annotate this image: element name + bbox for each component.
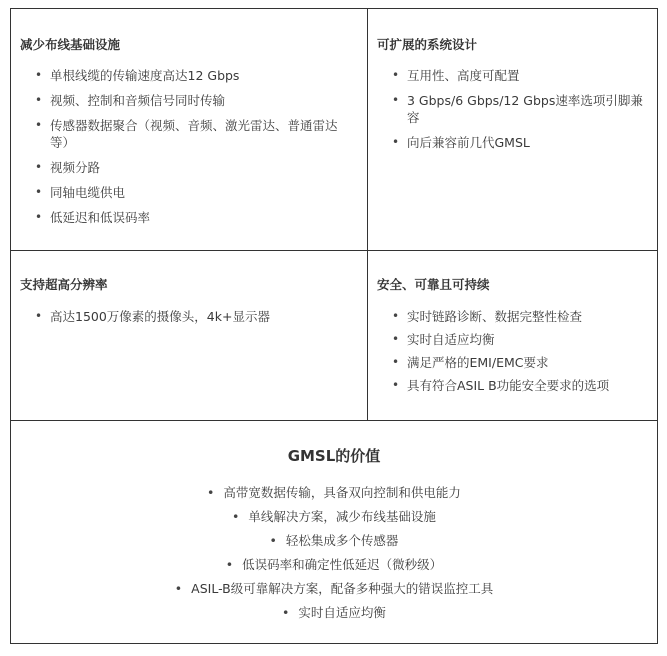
- cell-list: [377, 67, 649, 151]
- list-item: • 实时链路诊断、数据完整性检查: [377, 308, 649, 325]
- value-list: [10, 484, 658, 621]
- bullet-icon: •: [232, 509, 240, 524]
- cell-list: [20, 67, 356, 226]
- list-item: • 具有符合ASIL B功能安全要求的选项: [377, 377, 649, 394]
- bullet-icon: •: [225, 557, 234, 572]
- bullet-icon: •: [174, 581, 183, 596]
- cell-high-resolution: [20, 277, 356, 333]
- list-item: [10, 580, 658, 597]
- list-item-text: 单线解决方案，减少布线基础设施: [248, 509, 436, 524]
- cell-safety: [377, 277, 649, 400]
- list-item-text: 实时自适应均衡: [298, 605, 386, 620]
- list-item: [10, 484, 658, 501]
- list-item-text: ASIL-B级可靠解决方案，配备多种强大的错误监控工具: [191, 581, 494, 596]
- cell-title: 可扩展的系统设计: [377, 37, 478, 52]
- list-item: • 3 Gbps/6 Gbps/12 Gbps速率选项引脚兼容: [377, 92, 649, 126]
- row-divider-1: [10, 250, 658, 251]
- bullet-icon: •: [269, 533, 277, 548]
- list-item: • 传感器数据聚合（视频、音频、激光雷达、普通雷达等）: [20, 117, 356, 151]
- list-item: • 同轴电缆供电: [20, 184, 356, 201]
- bullet-icon: •: [207, 485, 215, 500]
- list-item: • 高达1500万像素的摄像头，4k+显示器: [20, 308, 356, 325]
- section-title: GMSL的价值: [287, 447, 381, 465]
- list-item-text: 高带宽数据传输，具备双向控制和供电能力: [223, 485, 461, 500]
- cell-reduce-wiring: [20, 37, 356, 234]
- gmsl-value-section: [10, 446, 658, 628]
- list-item: • 视频分路: [20, 159, 356, 176]
- cell-scalable-design: [377, 37, 649, 159]
- cell-title: 支持超高分辨率: [20, 277, 108, 292]
- cell-list: [20, 308, 356, 325]
- list-item: • 低延迟和低误码率: [20, 209, 356, 226]
- list-item: [10, 508, 658, 525]
- cell-list: [377, 308, 649, 394]
- list-item: [10, 556, 658, 573]
- bullet-icon: •: [282, 605, 290, 620]
- list-item: • 满足严格的EMI/EMC要求: [377, 354, 649, 371]
- list-item: [10, 532, 658, 549]
- list-item: [10, 604, 658, 621]
- list-item: • 向后兼容前几代GMSL: [377, 134, 649, 151]
- list-item-text: 轻松集成多个传感器: [285, 533, 399, 548]
- cell-title: 减少布线基础设施: [20, 37, 121, 52]
- cell-title: 安全、可靠且可持续: [377, 277, 490, 292]
- row-divider-2: [10, 420, 658, 421]
- list-item: • 视频、控制和音频信号同时传输: [20, 92, 356, 109]
- column-divider: [367, 8, 368, 421]
- list-item: • 单根线缆的传输速度高达12 Gbps: [20, 67, 356, 84]
- list-item: • 实时自适应均衡: [377, 331, 649, 348]
- list-item-text: 低误码率和确定性低延迟（微秒级）: [242, 557, 443, 572]
- list-item: • 互用性、高度可配置: [377, 67, 649, 84]
